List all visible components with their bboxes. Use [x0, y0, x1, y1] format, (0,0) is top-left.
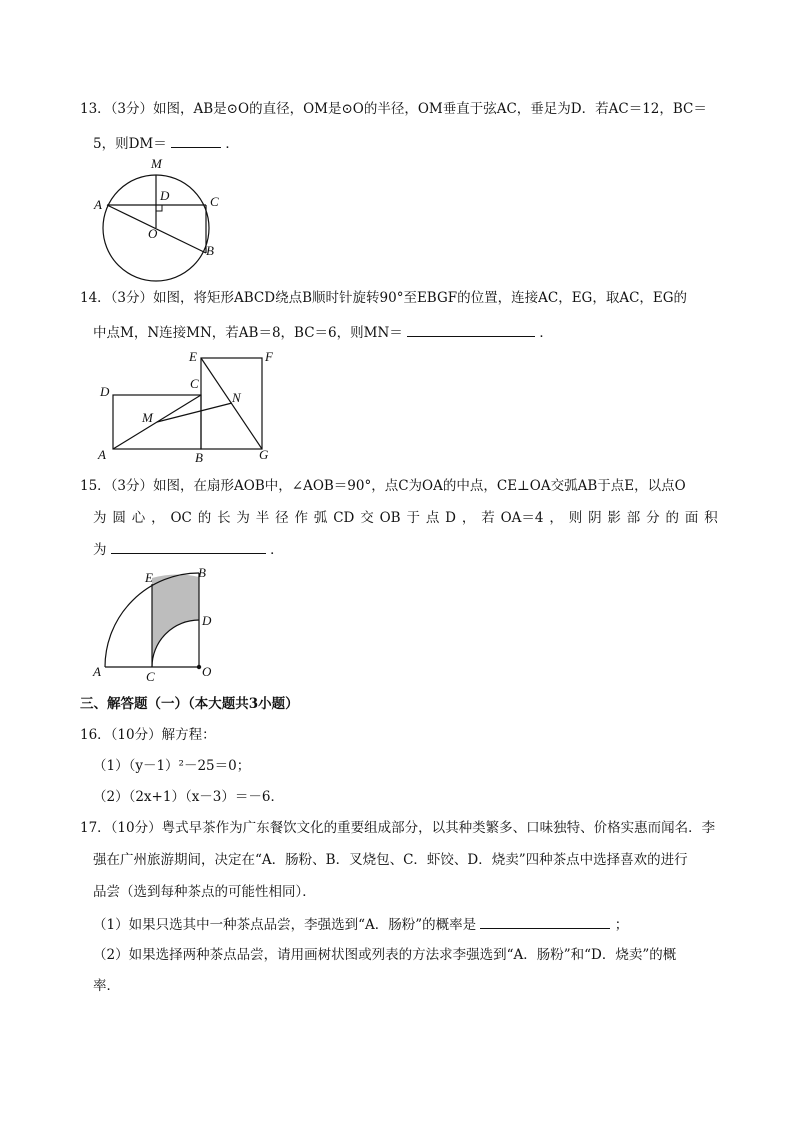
q15-line2-word: 交	[360, 510, 374, 526]
q15-line2-word: 则	[568, 510, 583, 526]
q14-label-f: F	[265, 349, 273, 364]
q15-line2-word: 半	[255, 510, 270, 526]
q15-line1: 15．（3分）如图，在扇形AOB中，∠AOB＝90°，点C为OA的中点，CE⊥OA交弧AB于点E，以点O	[80, 478, 686, 494]
q15-center-point	[197, 665, 201, 669]
q15-line2-word: 径	[275, 510, 289, 526]
q17-answer-blank	[480, 914, 610, 929]
q15-line3	[93, 539, 284, 559]
q15-line2-word: 为	[236, 510, 250, 526]
q17-line2: 强在广州旅游期间，决定在“A．肠粉、B．叉烧包、C．虾饺、D．烧卖”四种茶点中选择喜欢的进行	[93, 852, 688, 868]
q15-label-o: O	[202, 664, 212, 679]
q15-line2-word: ，	[151, 510, 165, 526]
q17-part2-line1: （2）如果选择两种茶点品尝，请用画树状图或列表的方法求李强选到“A．肠粉”和“D．烧卖”的概	[93, 947, 677, 963]
q15-line2-word: 为	[93, 510, 107, 526]
q17-part2-line2: 率．	[93, 978, 120, 994]
q13-line2-end: ．	[225, 136, 239, 152]
q15-line2-word: 于	[406, 510, 420, 526]
q13-line2-text: 5，则DM＝	[93, 136, 167, 152]
q15-line2-word: 圆	[112, 510, 126, 526]
q13-label-b: B	[206, 243, 214, 258]
q13-line2	[93, 133, 239, 153]
q14-line2	[93, 322, 553, 342]
q15-line2-word: OC	[170, 510, 192, 526]
q15-label-a: A	[93, 664, 101, 679]
q16-part2: （2）（2x+1）（x－3）＝－6．	[93, 789, 284, 805]
q15-line2-word: ，	[461, 510, 476, 526]
q15-line2-word: 弧	[313, 510, 328, 526]
q15-line2-word: 部	[626, 510, 641, 526]
q13-label-m: M	[151, 156, 162, 171]
q15-line2-word: 作	[294, 510, 308, 526]
q15-line2-word: 阴	[588, 510, 602, 526]
q13-label-c: C	[210, 194, 219, 209]
q15-line2-word: D	[445, 510, 456, 526]
q15-line2-word: 心	[131, 510, 146, 526]
q15-line3-end: ．	[270, 542, 284, 558]
q15-line2-word: ，	[549, 510, 563, 526]
q14-label-c: C	[190, 376, 199, 391]
q15-line2-word: 面	[684, 510, 699, 526]
q13-right-angle-mark	[156, 205, 162, 211]
q14-label-m: M	[142, 410, 153, 425]
q15-line2-word: 的	[197, 510, 212, 526]
q15-line2-word: 点	[425, 510, 440, 526]
q15-line2-word: OB	[379, 510, 401, 526]
section3-title: 三、解答题（一）（本大题共3小题）	[80, 696, 299, 712]
q15-line2-word: 若	[481, 510, 495, 526]
q17-line3: 品尝（选到每种茶点的可能性相同）．	[93, 884, 316, 900]
q15-answer-blank	[111, 539, 266, 554]
q15-label-c: C	[146, 669, 155, 684]
q13-label-o: O	[148, 226, 158, 241]
q14-label-g: G	[259, 447, 269, 462]
q15-line3-text: 为	[93, 542, 107, 558]
q14-line2-end: ．	[539, 325, 553, 341]
q14-rectangle-figure	[94, 346, 284, 466]
q15-line2-word: 积	[704, 510, 718, 526]
q15-sector-figure	[88, 564, 218, 684]
q14-label-a: A	[98, 447, 106, 462]
q16-part1: （1）（y－1）²－25＝0；	[93, 758, 251, 774]
q13-circle-figure	[88, 152, 228, 284]
q17-part1-text: （1）如果只选其中一种茶点品尝，李强选到“A．肠粉”的概率是	[93, 917, 477, 933]
q14-label-n: N	[232, 390, 241, 405]
q17-part1	[93, 914, 628, 934]
q15-label-b: B	[198, 565, 206, 580]
q17-part1-end: ；	[614, 917, 629, 933]
q15-line2-word: 长	[217, 510, 231, 526]
q14-label-b: B	[195, 450, 203, 465]
q14-line2-text: 中点M，N连接MN，若AB＝8，BC＝6，则MN＝	[93, 325, 403, 341]
q14-answer-blank	[407, 322, 535, 337]
q15-line2-word: OA＝4	[500, 510, 544, 526]
q17-line1: 17．（10分）粤式早茶作为广东餐饮文化的重要组成部分，以其种类繁多、口味独特、价格实惠而闻名．李	[80, 820, 716, 836]
q15-line2-word: 的	[665, 510, 679, 526]
q16-title: 16．（10分）解方程：	[80, 727, 216, 743]
q14-label-d: D	[100, 384, 110, 399]
q14-label-e: E	[189, 349, 197, 364]
q13-label-a: A	[94, 197, 102, 212]
q15-label-e: E	[145, 570, 153, 585]
q15-line2-word: 影	[607, 510, 621, 526]
q15-line2	[93, 509, 718, 527]
q14-line1: 14．（3分）如图，将矩形ABCD绕点B顺时针旋转90°至EBGF的位置，连接AC，EG，取AC，EG的	[80, 290, 688, 306]
q15-line2-word: CD	[333, 510, 355, 526]
q13-answer-blank	[171, 133, 221, 148]
q13-label-d: D	[160, 188, 170, 203]
q15-label-d: D	[202, 613, 212, 628]
q14-segment-mn	[157, 403, 232, 422]
q15-line2-word: 分	[646, 510, 660, 526]
q13-line1: 13．（3分）如图，AB是⊙O的直径，OM是⊙O的半径，OM垂直于弦AC，垂足为D．若AC＝12，BC＝	[80, 101, 707, 117]
